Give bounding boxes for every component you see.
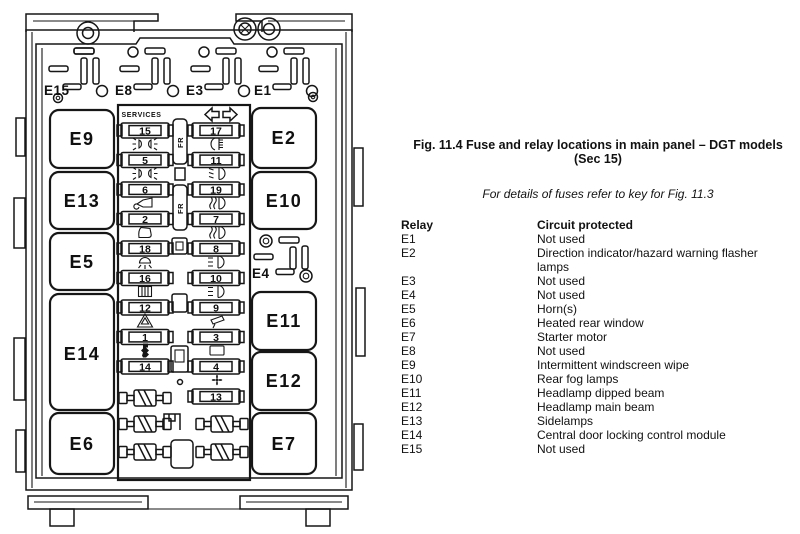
fuse-11 — [188, 153, 244, 168]
svg-text:3: 3 — [213, 332, 219, 345]
table-row — [401, 232, 795, 246]
phillips-screw-icon — [241, 25, 249, 33]
svg-text:E11: E11 — [266, 311, 302, 331]
table-row — [401, 330, 795, 344]
relay-e11 — [252, 292, 316, 350]
fan-icon — [212, 375, 223, 386]
blank-socket — [171, 440, 193, 468]
heated-rear-window-icon — [139, 287, 152, 297]
table-row — [401, 344, 795, 358]
circuit-protected: Horn(s) — [537, 302, 578, 316]
connector-e8 — [115, 47, 179, 98]
spare-fuse-icon — [196, 444, 248, 460]
accessory-icon — [210, 346, 224, 355]
headlamp-main-beam-icon — [208, 256, 224, 268]
circuit-protected: Direction indicator/hazard warning flasher lamps — [537, 246, 758, 274]
fuse-13 — [188, 389, 244, 404]
svg-text:E7: E7 — [271, 434, 297, 454]
table-row — [401, 414, 795, 428]
spare-fuse-icon — [119, 444, 171, 460]
headlamp-icon — [211, 138, 223, 150]
fuse-7 — [188, 212, 244, 227]
relay-id: E3 — [401, 274, 416, 288]
circuit-protected: Starter motor — [537, 330, 608, 344]
circuit-protected: Intermittent windscreen wipe — [537, 358, 690, 372]
relay-id: E13 — [401, 414, 423, 428]
svg-text:E13: E13 — [63, 191, 101, 211]
sidelamps-icon — [133, 138, 158, 150]
figure-section: (Sec 15) — [574, 151, 622, 166]
relay-id: E4 — [401, 288, 416, 302]
circuit-protected: Headlamp dipped beam — [537, 386, 665, 400]
table-header-row — [401, 218, 795, 232]
circuit-protected: Headlamp main beam — [537, 400, 655, 414]
horn-icon — [134, 198, 152, 209]
circuit-protected: Central door locking control module — [537, 428, 726, 442]
mounting-foot-right — [306, 509, 330, 526]
fr-label: FR — [176, 203, 185, 214]
fuse-panel — [117, 105, 250, 480]
wiper-icon — [211, 316, 224, 328]
connector-label: E1 — [254, 83, 272, 98]
fuse-14 — [117, 359, 173, 374]
headlamp-main-beam-icon — [208, 286, 224, 298]
relay-column-header: Relay — [401, 218, 434, 232]
fuse-9 — [188, 300, 244, 315]
fuse-17 — [188, 123, 244, 138]
svg-text:2: 2 — [142, 214, 148, 227]
svg-text:E5: E5 — [69, 252, 95, 272]
circuit-protected: Heated rear window — [537, 316, 644, 330]
fuse-16 — [117, 271, 173, 286]
circuit-protected: Not used — [537, 344, 586, 358]
svg-text:16: 16 — [139, 273, 151, 286]
fuse-18 — [117, 241, 173, 256]
svg-text:E14: E14 — [63, 344, 101, 364]
table-row — [401, 400, 795, 414]
door-lock-icon — [141, 344, 149, 358]
relay-id: E14 — [401, 428, 423, 442]
courtesy-lamp-icon — [139, 228, 151, 238]
hazard-triangle-icon — [138, 314, 153, 327]
fuse-panel-center-strip — [164, 119, 193, 468]
fr-label: FR — [176, 137, 185, 148]
relay-e14 — [50, 294, 114, 410]
table-row — [401, 246, 795, 274]
relay-e10 — [252, 172, 316, 229]
svg-text:17: 17 — [210, 125, 222, 138]
svg-text:7: 7 — [213, 214, 219, 227]
svg-text:9: 9 — [213, 302, 219, 315]
relay-e13 — [50, 172, 114, 229]
relay-e9 — [50, 110, 114, 168]
fuse-4 — [188, 359, 244, 374]
spare-fuse-icon — [196, 416, 248, 432]
spare-fuse-icon — [119, 390, 171, 406]
figure-note: For details of fuses refer to key for Fig. 11.3 — [482, 187, 714, 201]
table-row — [401, 386, 795, 400]
svg-text:1: 1 — [142, 332, 148, 345]
figure-key — [401, 139, 795, 456]
table-row — [401, 302, 795, 316]
relay-id: E11 — [401, 386, 422, 400]
svg-text:6: 6 — [142, 184, 148, 197]
figure-title: Fig. 11.4 Fuse and relay locations in main panel – DGT models — [413, 138, 783, 152]
connector-label: E4 — [252, 266, 270, 281]
relay-id: E9 — [401, 358, 416, 372]
svg-text:8: 8 — [213, 243, 219, 256]
relay-id: E15 — [401, 442, 423, 456]
circuit-protected: Sidelamps — [537, 414, 594, 428]
sidelamps-icon — [133, 168, 158, 180]
circuit-protected: Not used — [537, 442, 586, 456]
svg-text:E9: E9 — [69, 129, 95, 149]
fuse-12 — [117, 300, 173, 315]
relay-id: E1 — [401, 232, 416, 246]
connector-e3 — [186, 47, 250, 98]
fuse-10 — [188, 271, 244, 286]
svg-text:E10: E10 — [265, 191, 303, 211]
fuse-5 — [117, 153, 173, 168]
circuit-protected: Not used — [537, 288, 586, 302]
relay-e2 — [252, 108, 316, 168]
svg-text:E12: E12 — [265, 371, 303, 391]
fuse-8 — [188, 241, 244, 256]
fusebox-diagram — [0, 0, 380, 534]
connector-e4 — [252, 235, 312, 282]
svg-text:14: 14 — [139, 361, 151, 374]
relay-id: E5 — [401, 302, 416, 316]
table-row — [401, 288, 795, 302]
svg-text:4: 4 — [213, 361, 219, 374]
relay-id: E10 — [401, 372, 423, 386]
fuse-19 — [188, 182, 244, 197]
table-row — [401, 442, 795, 456]
interior-lamp-icon — [139, 258, 152, 270]
spare-fuse-icon — [119, 416, 171, 432]
relay-id: E2 — [401, 246, 416, 260]
svg-text:E2: E2 — [271, 128, 297, 148]
svg-text:5: 5 — [142, 155, 148, 168]
fog-lamp-icon — [210, 227, 225, 239]
fuse-15 — [117, 123, 173, 138]
fuse-1 — [117, 330, 173, 345]
table-row — [401, 428, 795, 442]
circuit-protected: Not used — [537, 232, 586, 246]
table-row — [401, 358, 795, 372]
connector-e15 — [44, 48, 108, 98]
relay-e7 — [252, 413, 316, 474]
circuit-column-header: Circuit protected — [537, 218, 634, 232]
relay-id: E12 — [401, 400, 423, 414]
indicator-arrows-icon — [205, 108, 237, 121]
svg-text:19: 19 — [210, 184, 222, 197]
svg-text:10: 10 — [210, 273, 222, 286]
connector-label: E15 — [44, 83, 70, 98]
fog-lamp-icon — [210, 197, 225, 209]
fuse-2 — [117, 212, 173, 227]
relay-id: E8 — [401, 344, 416, 358]
fuse-3 — [188, 330, 244, 345]
table-row — [401, 274, 795, 288]
svg-text:18: 18 — [139, 243, 151, 256]
table-row — [401, 372, 795, 386]
svg-text:15: 15 — [139, 125, 151, 138]
circuit-protected: Not used — [537, 274, 586, 288]
relay-e6 — [50, 413, 114, 474]
connector-e1 — [254, 47, 318, 98]
connector-label: E8 — [115, 83, 133, 98]
svg-text:13: 13 — [210, 391, 222, 404]
relay-id: E7 — [401, 330, 416, 344]
relay-id: E6 — [401, 316, 416, 330]
connector-label: E3 — [186, 83, 204, 98]
mounting-foot-left — [50, 509, 74, 526]
circuit-protected: Rear fog lamps — [537, 372, 619, 386]
services-label: SERVICES — [121, 112, 162, 119]
relay-e12 — [252, 352, 316, 410]
svg-text:E6: E6 — [69, 434, 95, 454]
fuse-6 — [117, 182, 173, 197]
svg-text:11: 11 — [210, 155, 222, 168]
relay-e5 — [50, 233, 114, 290]
table-row — [401, 316, 795, 330]
headlamp-dipped-beam-icon — [209, 168, 225, 180]
svg-text:12: 12 — [139, 302, 151, 315]
relay-table — [401, 218, 795, 456]
